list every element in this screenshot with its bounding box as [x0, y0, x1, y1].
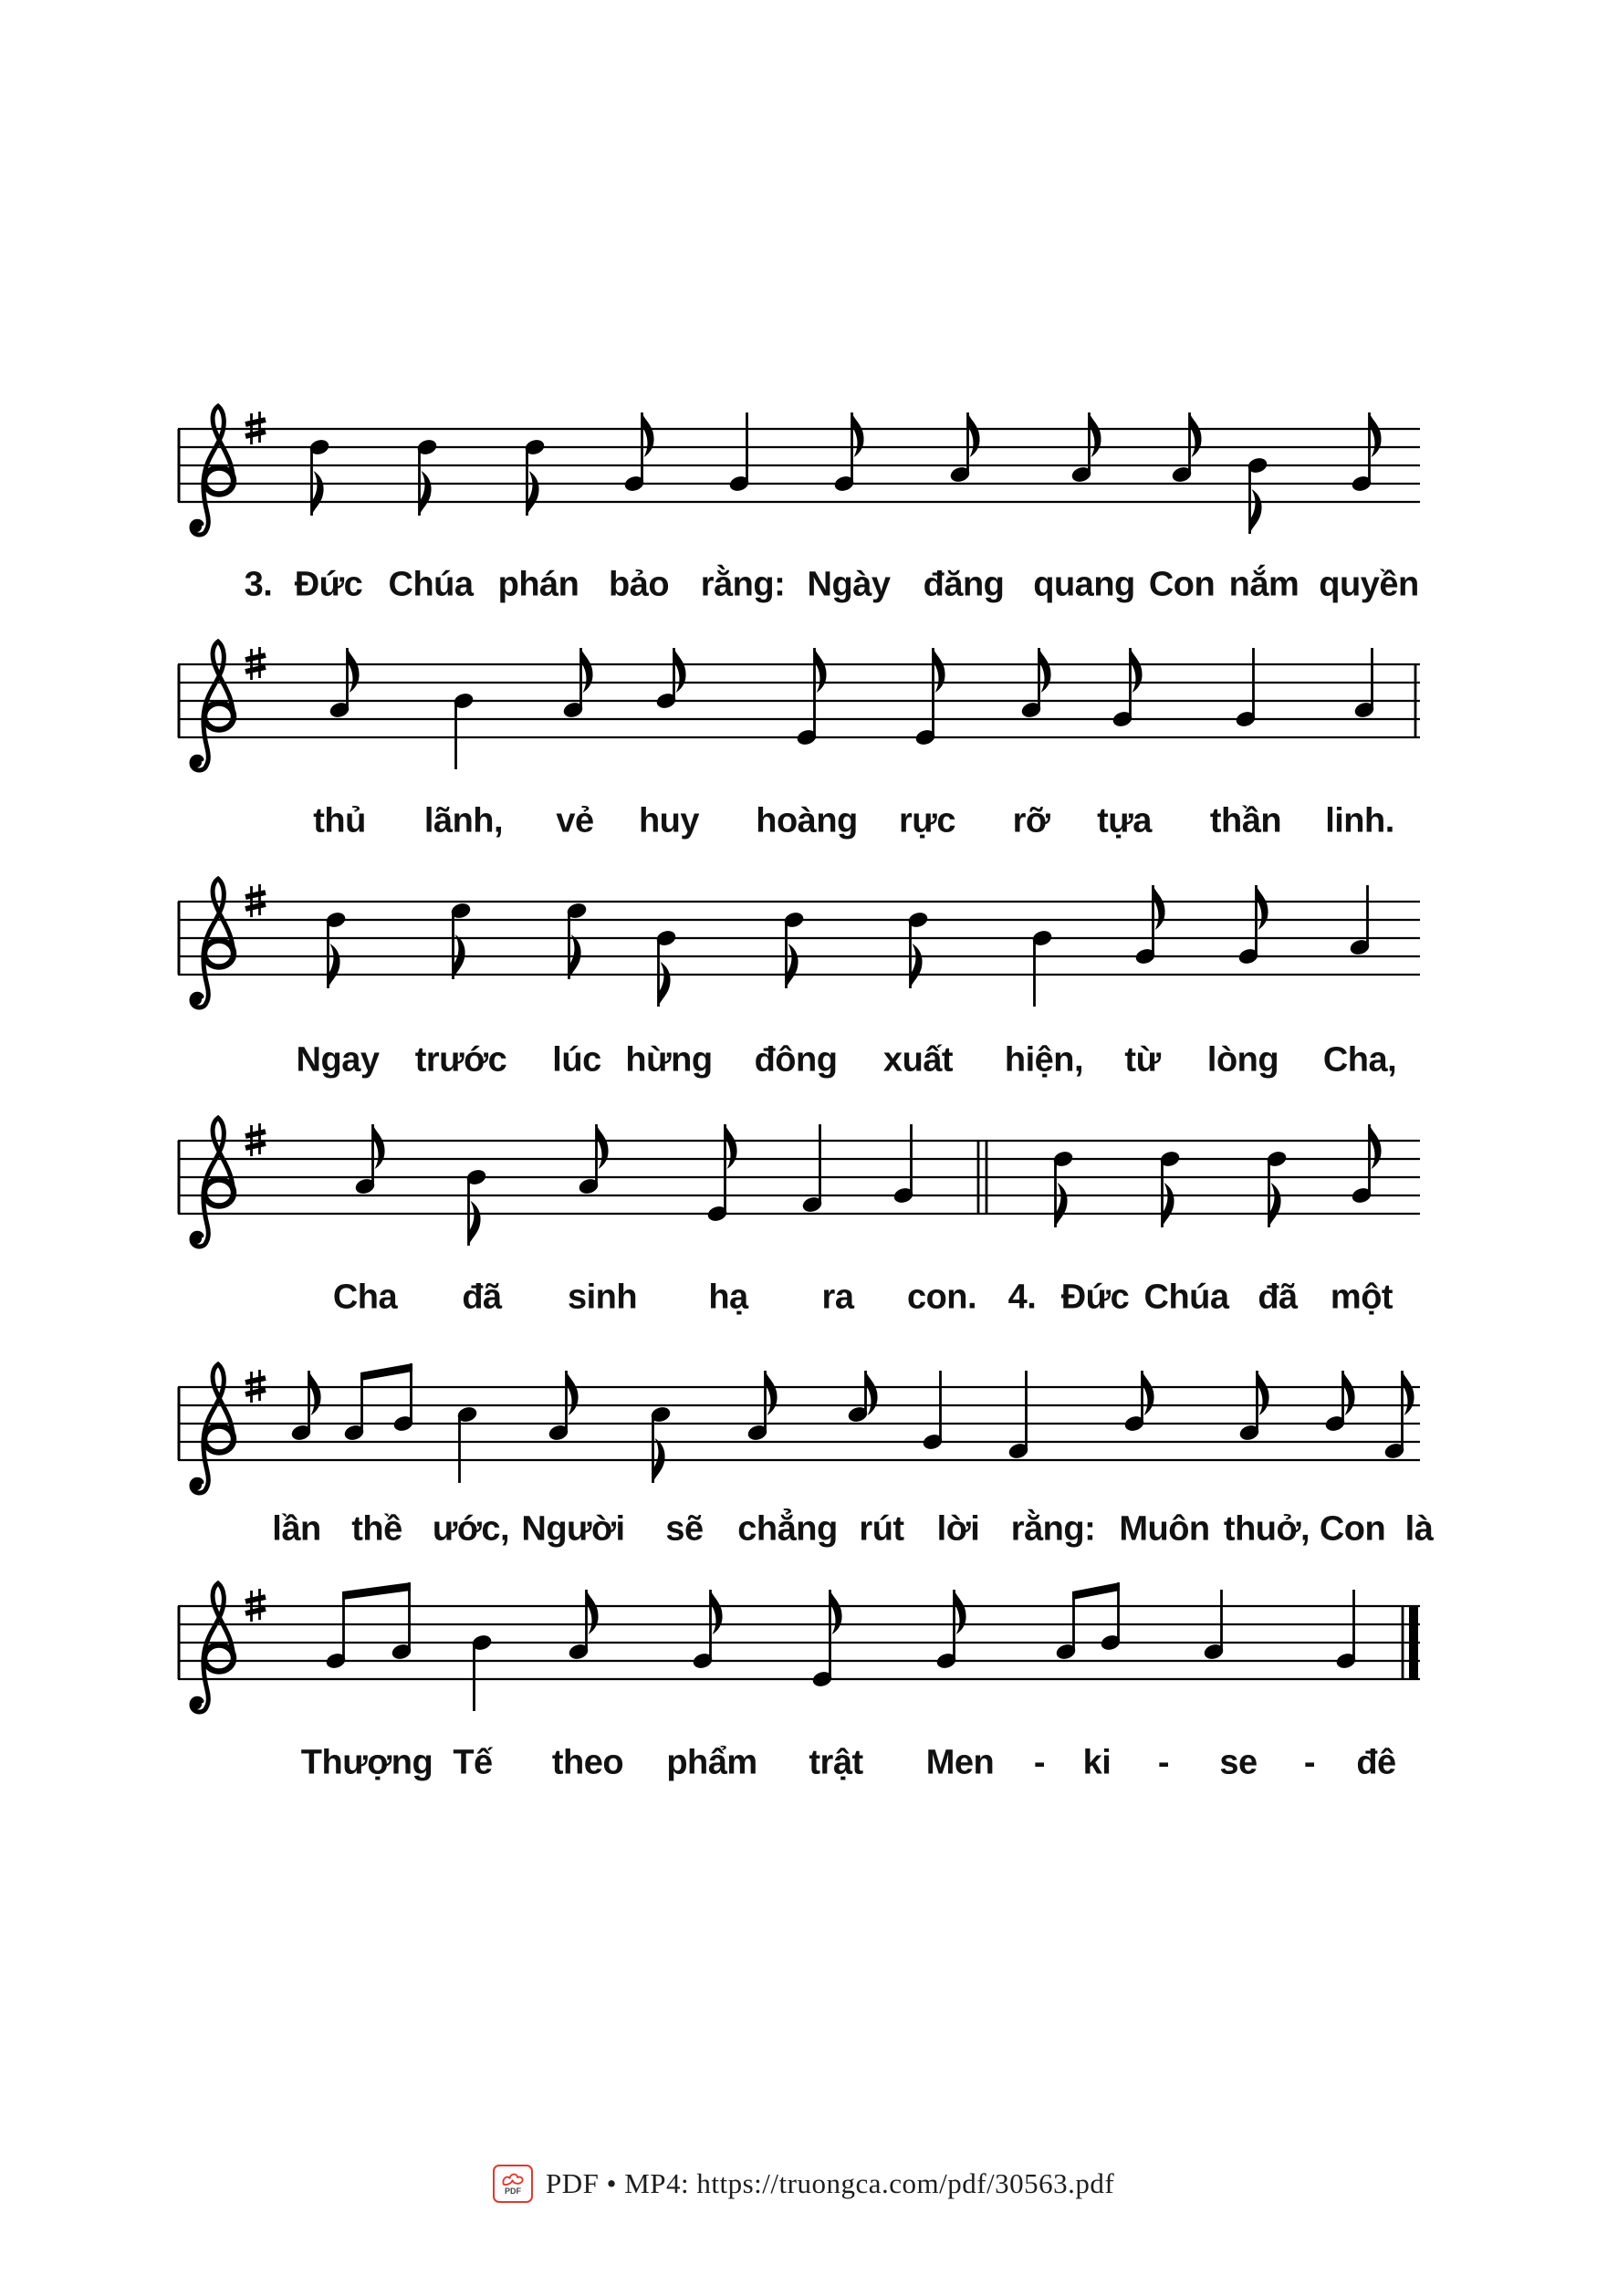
- note-g4-quarter: [728, 412, 751, 493]
- lyric-word: rỡ: [1012, 801, 1050, 840]
- treble-clef-icon: [192, 1364, 234, 1493]
- lyric-word: 4.: [1007, 1278, 1037, 1317]
- note-g4-eighth: [1134, 885, 1165, 965]
- note-a4-eighth: [548, 1371, 579, 1442]
- lyric-word: lúc: [552, 1040, 601, 1080]
- lyric-word: thần: [1209, 801, 1282, 840]
- note-c5-eighth: [650, 1405, 673, 1483]
- note-b4-quarter: [453, 692, 475, 769]
- note-g4-eighth: [935, 1590, 966, 1670]
- lyric-word: phán: [497, 565, 579, 604]
- lyric-word: rằng:: [1010, 1509, 1096, 1549]
- lyric-word: là: [1404, 1509, 1434, 1549]
- staff-5: [178, 1363, 1420, 1493]
- lyric-word: Chúa: [388, 565, 474, 604]
- note-a4-eighth: [949, 412, 980, 484]
- note-a4-eighth: [1238, 1371, 1269, 1442]
- lyric-word: Chúa: [1143, 1278, 1229, 1317]
- lyric-word: sinh: [567, 1278, 638, 1317]
- note-d5-eighth: [308, 438, 331, 516]
- lyric-word: tựa: [1097, 801, 1152, 840]
- lyric-word: 3.: [244, 565, 273, 604]
- lyric-word: lãnh,: [423, 801, 504, 840]
- lyric-word: Người: [521, 1509, 625, 1549]
- lyric-word: thuở,: [1223, 1509, 1310, 1549]
- staff-4: [178, 1118, 1420, 1247]
- treble-clef-icon: [192, 1118, 234, 1247]
- note-a4-eighth: [1171, 412, 1202, 484]
- lyric-word: nắm: [1228, 565, 1300, 604]
- lyric-word: đông: [754, 1040, 838, 1080]
- lyric-word: sẽ: [665, 1509, 704, 1549]
- lyric-word: -: [1033, 1743, 1046, 1782]
- note-a4-eighth: [1070, 412, 1101, 484]
- pdf-icon-label: PDF: [505, 2186, 521, 2196]
- note-f4-quarter: [1007, 1371, 1030, 1460]
- lyric-word: se: [1219, 1743, 1258, 1782]
- lyric-word: đã: [462, 1278, 502, 1317]
- footer: [493, 2165, 1114, 2203]
- pdf-link[interactable]: PDF • MP4: https://truongca.com/pdf/30563.pdf: [546, 2167, 1115, 2199]
- note-d5-eighth: [325, 911, 348, 988]
- note-g4-eighth: [623, 412, 654, 493]
- note-g4-quarter: [892, 1124, 915, 1205]
- note-e4-eighth: [796, 648, 827, 746]
- lyric-word: Men: [925, 1743, 995, 1782]
- note-a4-quarter: [1203, 1590, 1226, 1661]
- lyric-word: quang: [1033, 565, 1135, 604]
- lyric-word: đăng: [923, 565, 1005, 604]
- lyric-word: hoàng: [756, 801, 858, 840]
- lyric-word: đã: [1258, 1278, 1298, 1317]
- note-a4-eighth: [354, 1124, 385, 1195]
- note-d5-eighth: [907, 911, 930, 988]
- note-b4-eighth: [465, 1168, 488, 1246]
- note-a4-eighth: [1020, 648, 1051, 719]
- lyric-word: rằng:: [700, 565, 786, 604]
- note-f4-eighth: [1383, 1371, 1414, 1460]
- note-d5-eighth: [416, 438, 439, 516]
- lyric-word: Tế: [453, 1743, 493, 1782]
- note-e4-eighth: [914, 648, 945, 746]
- lyric-word: vẻ: [556, 801, 594, 840]
- note-d5-eighth: [1052, 1150, 1075, 1227]
- note-g4-eighth: [1112, 648, 1143, 728]
- lyric-word: đê: [1356, 1743, 1396, 1782]
- lyric-word: chẳng: [737, 1509, 838, 1549]
- note-g4-eighth: [692, 1590, 723, 1670]
- lyric-word: Cha: [332, 1278, 398, 1317]
- lyric-word: lần: [272, 1509, 321, 1549]
- note-d5-eighth: [1266, 1150, 1289, 1227]
- note-a4-eighth: [290, 1371, 321, 1442]
- treble-clef-icon: [192, 642, 234, 770]
- lyric-word: huy: [638, 801, 700, 840]
- lyric-word: con.: [906, 1278, 977, 1317]
- lyric-word: quyền: [1319, 565, 1419, 604]
- note-f4-quarter: [801, 1124, 824, 1214]
- note-e4-eighth: [811, 1590, 842, 1688]
- lyric-word: Đức: [1060, 1278, 1130, 1317]
- pdf-file-icon[interactable]: [493, 2165, 533, 2203]
- staff-1: [178, 406, 1420, 535]
- lyric-word: phẩm: [666, 1743, 757, 1782]
- lyric-word: Con: [1319, 1509, 1386, 1549]
- lyric-word: ra: [821, 1278, 854, 1317]
- lyric-word: lời: [936, 1509, 980, 1549]
- note-d5-eighth: [524, 438, 547, 516]
- lyric-word: -: [1157, 1743, 1170, 1782]
- lyric-word: hạ: [708, 1278, 748, 1317]
- note-g4-quarter: [922, 1371, 945, 1451]
- note-c5-quarter: [456, 1405, 479, 1483]
- note-a4-eighth: [746, 1371, 778, 1442]
- note-g4-quarter: [1335, 1590, 1358, 1670]
- note-d5-eighth: [1159, 1150, 1182, 1227]
- lyric-word: ước,: [432, 1509, 510, 1549]
- lyric-word: Ngày: [807, 565, 891, 604]
- lyric-word: theo: [551, 1743, 624, 1782]
- staff-3: [178, 879, 1420, 1007]
- lyric-word: thề: [351, 1509, 402, 1549]
- lyric-word: hừng: [625, 1040, 713, 1080]
- acrobat-swirl-icon: [501, 2172, 525, 2187]
- treble-clef-icon: [192, 1583, 234, 1712]
- lyric-word: Đức: [294, 565, 363, 604]
- lyric-word: rực: [899, 801, 955, 840]
- treble-clef-icon: [192, 879, 234, 1007]
- lyric-word: linh.: [1325, 801, 1394, 840]
- lyric-word: Thượng: [300, 1743, 433, 1782]
- note-g4-eighth: [1351, 1124, 1382, 1205]
- lyric-word: Muôn: [1119, 1509, 1210, 1549]
- note-g4-eighth: [1351, 412, 1382, 493]
- note-b4-quarter: [1031, 929, 1054, 1007]
- lyric-word: rút: [859, 1509, 904, 1549]
- lyric-word: trước: [414, 1040, 507, 1080]
- note-e4-eighth: [706, 1124, 737, 1223]
- note-c5-eighth: [847, 1371, 878, 1424]
- note-g4-eighth: [1237, 885, 1268, 965]
- note-a4-quarter: [1353, 648, 1376, 719]
- note-a4-quarter: [1349, 885, 1372, 956]
- note-a4-eighth: [578, 1124, 609, 1195]
- note-b4-eighth: [655, 929, 678, 1007]
- lyric-word: lòng: [1206, 1040, 1279, 1080]
- lyric-word: trật: [809, 1743, 863, 1782]
- note-a4-eighth: [562, 648, 593, 719]
- note-e5-eighth: [450, 902, 473, 979]
- note-a4-eighth: [568, 1590, 599, 1661]
- note-g4-quarter: [1235, 648, 1258, 728]
- lyric-word: Con: [1148, 565, 1216, 604]
- lyric-word: một: [1330, 1278, 1393, 1317]
- lyric-word: ki: [1082, 1743, 1112, 1782]
- note-b4-quarter: [471, 1633, 494, 1711]
- treble-clef-icon: [192, 406, 234, 535]
- staff-2: [178, 642, 1420, 770]
- note-d5-eighth: [783, 911, 806, 988]
- staff-6: [178, 1582, 1420, 1712]
- lyric-word: thủ: [313, 801, 366, 840]
- note-e5-eighth: [566, 902, 589, 979]
- lyric-word: từ: [1124, 1040, 1161, 1080]
- note-a4-eighth: [329, 648, 360, 719]
- note-b4-eighth: [1247, 456, 1269, 534]
- lyric-word: bảo: [608, 565, 670, 604]
- note-g4-eighth: [833, 412, 864, 493]
- lyric-word: xuất: [882, 1040, 954, 1080]
- lyric-word: -: [1303, 1743, 1316, 1782]
- lyric-word: Cha,: [1322, 1040, 1397, 1080]
- lyric-word: hiện,: [1004, 1040, 1084, 1080]
- lyric-word: Ngay: [296, 1040, 380, 1080]
